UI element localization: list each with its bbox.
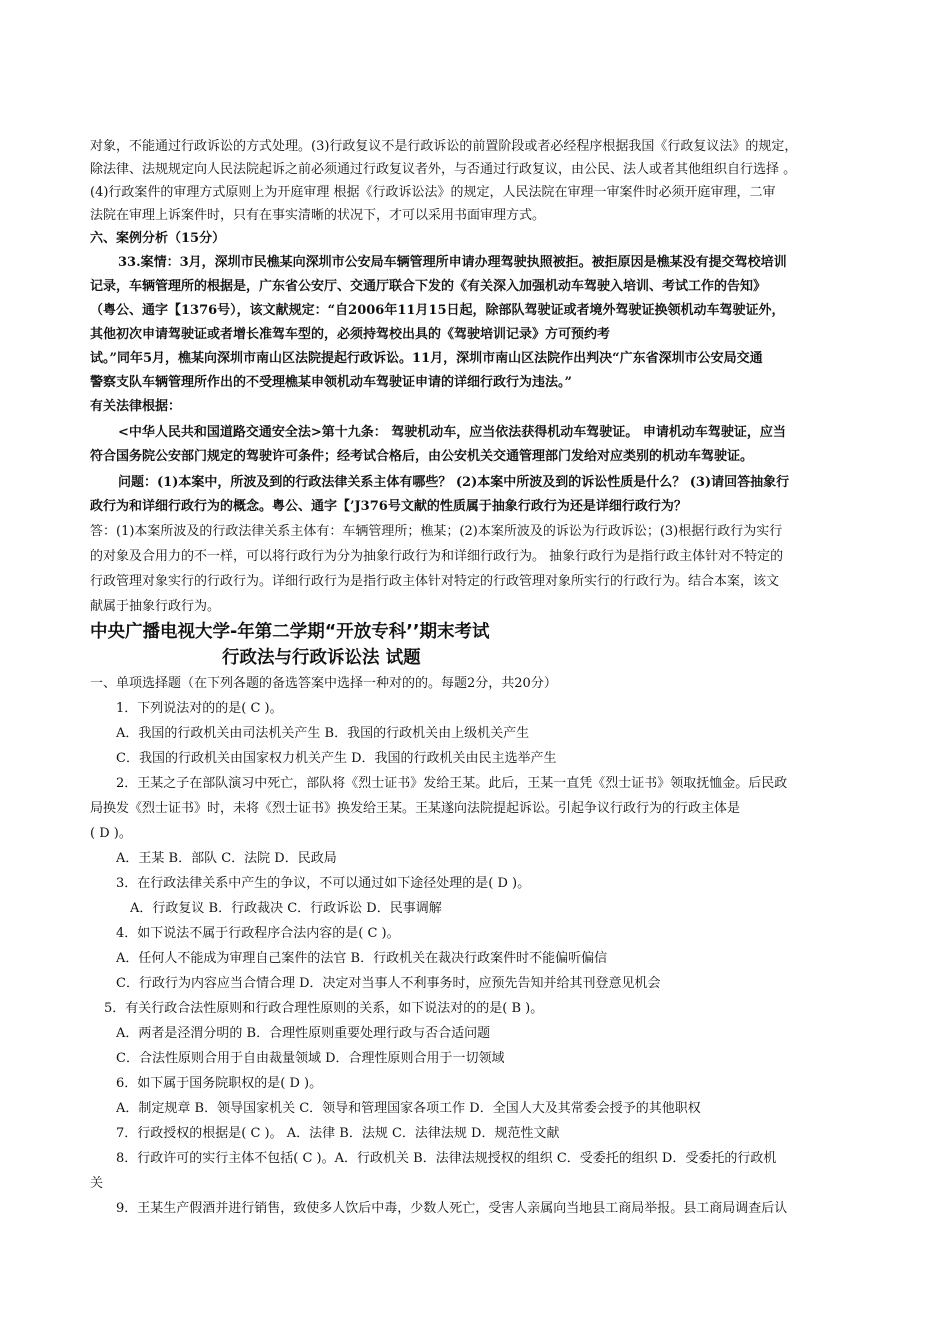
text-line: 1．下列说法对的的是( C )。 [116,701,283,716]
text-line: 对象，不能通过行政诉讼的方式处理。(3)行政复议不是行政诉讼的前置阶段或者必经程序根据我国《行政复议法》的规定， [90,139,798,154]
text-line: 政行为和详细行政行为的概念。粤公、通字【’J376号文献的性质属于抽象行政行为还是详细行政行为？ [90,499,687,514]
text-line: 法院在审理上诉案件时，只有在事实清晰的状况下，才可以采用书面审理方式。 [90,208,546,223]
text-line: 的对象及合用力的不一样，可以将行政行为分为抽象行政行为和详细行政行为。 抽象行政行为是指行政主体针对不特定的 [90,549,784,564]
text-line: 33.案情：3月，深圳市民樵某向深圳市公安局车辆管理所申请办理驾驶执照被拒。被拒原因是樵某没有提交驾校培训 [118,255,787,270]
text-line: C．我国的行政机关由国家权力机关产生 D．我国的行政机关由民主选举产生 [116,751,557,766]
text-line: 7．行政授权的根据是( C )。 A．法律 B．法规 C．法律法规 D．规范性文献 [116,1126,560,1141]
text-line: C．行政行为内容应当合情合理 D．决定对当事人不利事务时，应预先告知并给其刊登意见机会 [116,976,661,991]
document-heading: 行政法与行政诉讼法 试题 [222,648,421,668]
text-line: 4．如下说法不属于行政程序合法内容的是( C )。 [116,926,400,941]
text-line: 2．王某之子在部队演习中死亡，部队将《烈士证书》发给王某。此后，王某一直凭《烈士证书》领取抚恤金。后民政 [116,776,788,791]
text-line: 关 [90,1176,104,1191]
text-line: 一、单项选择题（在下列各题的备选答案中选择一种对的的。每题2分，共20分） [90,676,557,691]
text-line: 6．如下属于国务院职权的是( D )。 [116,1076,323,1091]
text-line: 答：(1)本案所波及的行政法律关系主体有：车辆管理所；樵某；(2)本案所波及的诉讼为行政诉讼；(3)根据行政行为实行 [90,524,783,539]
text-line: 局换发《烈士证书》时，未将《烈士证书》换发给王某。王某遂向法院提起诉讼。引起争议行政行为的行政主体是 [90,801,741,816]
text-line: C．合法性原则合用于自由裁量领域 D．合理性原则合用于一切领域 [116,1051,505,1066]
text-line: 记录，车辆管理所的根据是，广东省公安厅、交通厅联合下发的《有关深入加强机动车驾驶入培训、考试工作的告知》 [90,279,767,294]
text-line: 除法律、法规规定向人民法院起诉之前必须通过行政复议者外，与否通过行政复议，由公民、法人或者其他组织自行选择 。 [90,162,797,177]
text-line: 有关法律根据： [90,399,182,414]
text-line: 5．有关行政合法性原则和行政合理性原则的关系，如下说法对的的是( B )。 [104,1001,544,1016]
text-line: 行政管理对象实行的行政行为。详细行政行为是指行政主体针对特定的行政管理对象所实行的行政行为。结合本案，该文 [90,574,780,589]
text-line: （粤公、通字【1376号），该文献规定：“自2006年11月15日起，除部队驾驶证或者境外驾驶证换领机动车驾驶证外， [90,303,785,318]
text-line: A．任何人不能成为审理自己案件的法官 B．行政机关在裁决行政案件时不能偏听偏信 [116,951,608,966]
text-line: 试。”同年5月，樵某向深圳市南山区法院提起行政诉讼。11月，深圳市南山区法院作出判决“广东省深圳市公安局交通 [90,351,763,366]
text-line: A．两者是泾渭分明的 B．合理性原则重要处理行政与否合适问题 [116,1026,491,1041]
text-line: 3．在行政法律关系中产生的争议，不可以通过如下途径处理的是( D )。 [116,876,531,891]
text-line: 问题：(1)本案中，所波及到的行政法律关系主体有哪些？ (2)本案中所波及到的诉讼性质是什么？ (3)请回答抽象行 [118,475,790,490]
text-line: 其他初次申请驾驶证或者增长准驾车型的，必须持驾校出具的《驾驶培训记录》方可预约考 [90,327,611,342]
text-line: 9．王某生产假酒并进行销售，致使多人饮后中毒，少数人死亡，受害人亲属向当地县工商局举报。县工商局调查后认 [116,1201,788,1216]
document-heading: 中央广播电视大学-年第二学期“开放专科’’期末考试 [90,622,490,642]
text-line: 8．行政许可的实行主体不包括( C )。A．行政机关 B．法律法规授权的组织 C．受委托的组织 D．受委托的行政机 [116,1151,777,1166]
text-line: A．我国的行政机关由司法机关产生 B．我国的行政机关由上级机关产生 [116,726,530,741]
text-line: ( D )。 [90,826,132,841]
text-line: (4)行政案件的审理方式原则上为开庭审理 根据《行政诉讼法》的规定，人民法院在审理一审案件时必须开庭审理，二审 [90,185,776,200]
text-line: 符合国务院公安部门规定的驾驶许可条件；经考试合格后，由公安机关交通管理部门发给对应类别的机动车驾驶证。 [90,449,754,464]
text-line: A．王某 B．部队 C．法院 D．民政局 [116,851,337,866]
text-line: 警察支队车辆管理所作出的不受理樵某申领机动车驾驶证申请的详细行政行为违法。” [90,375,572,390]
text-line: A．制定规章 B．领导国家机关 C．领导和管理国家各项工作 D．全国人大及其常委会授予的其他职权 [116,1101,701,1116]
text-line: A．行政复议 B．行政裁决 C．行政诉讼 D．民事调解 [130,901,442,916]
text-line: 六、案例分析（15分） [90,231,226,246]
text-line: 献属于抽象行政行为。 [90,599,221,614]
text-line: <中华人民共和国道路交通安全法>第十九条： 驾驶机动车，应当依法获得机动车驾驶证。 申请机动车驾驶证，应当 [118,425,786,440]
